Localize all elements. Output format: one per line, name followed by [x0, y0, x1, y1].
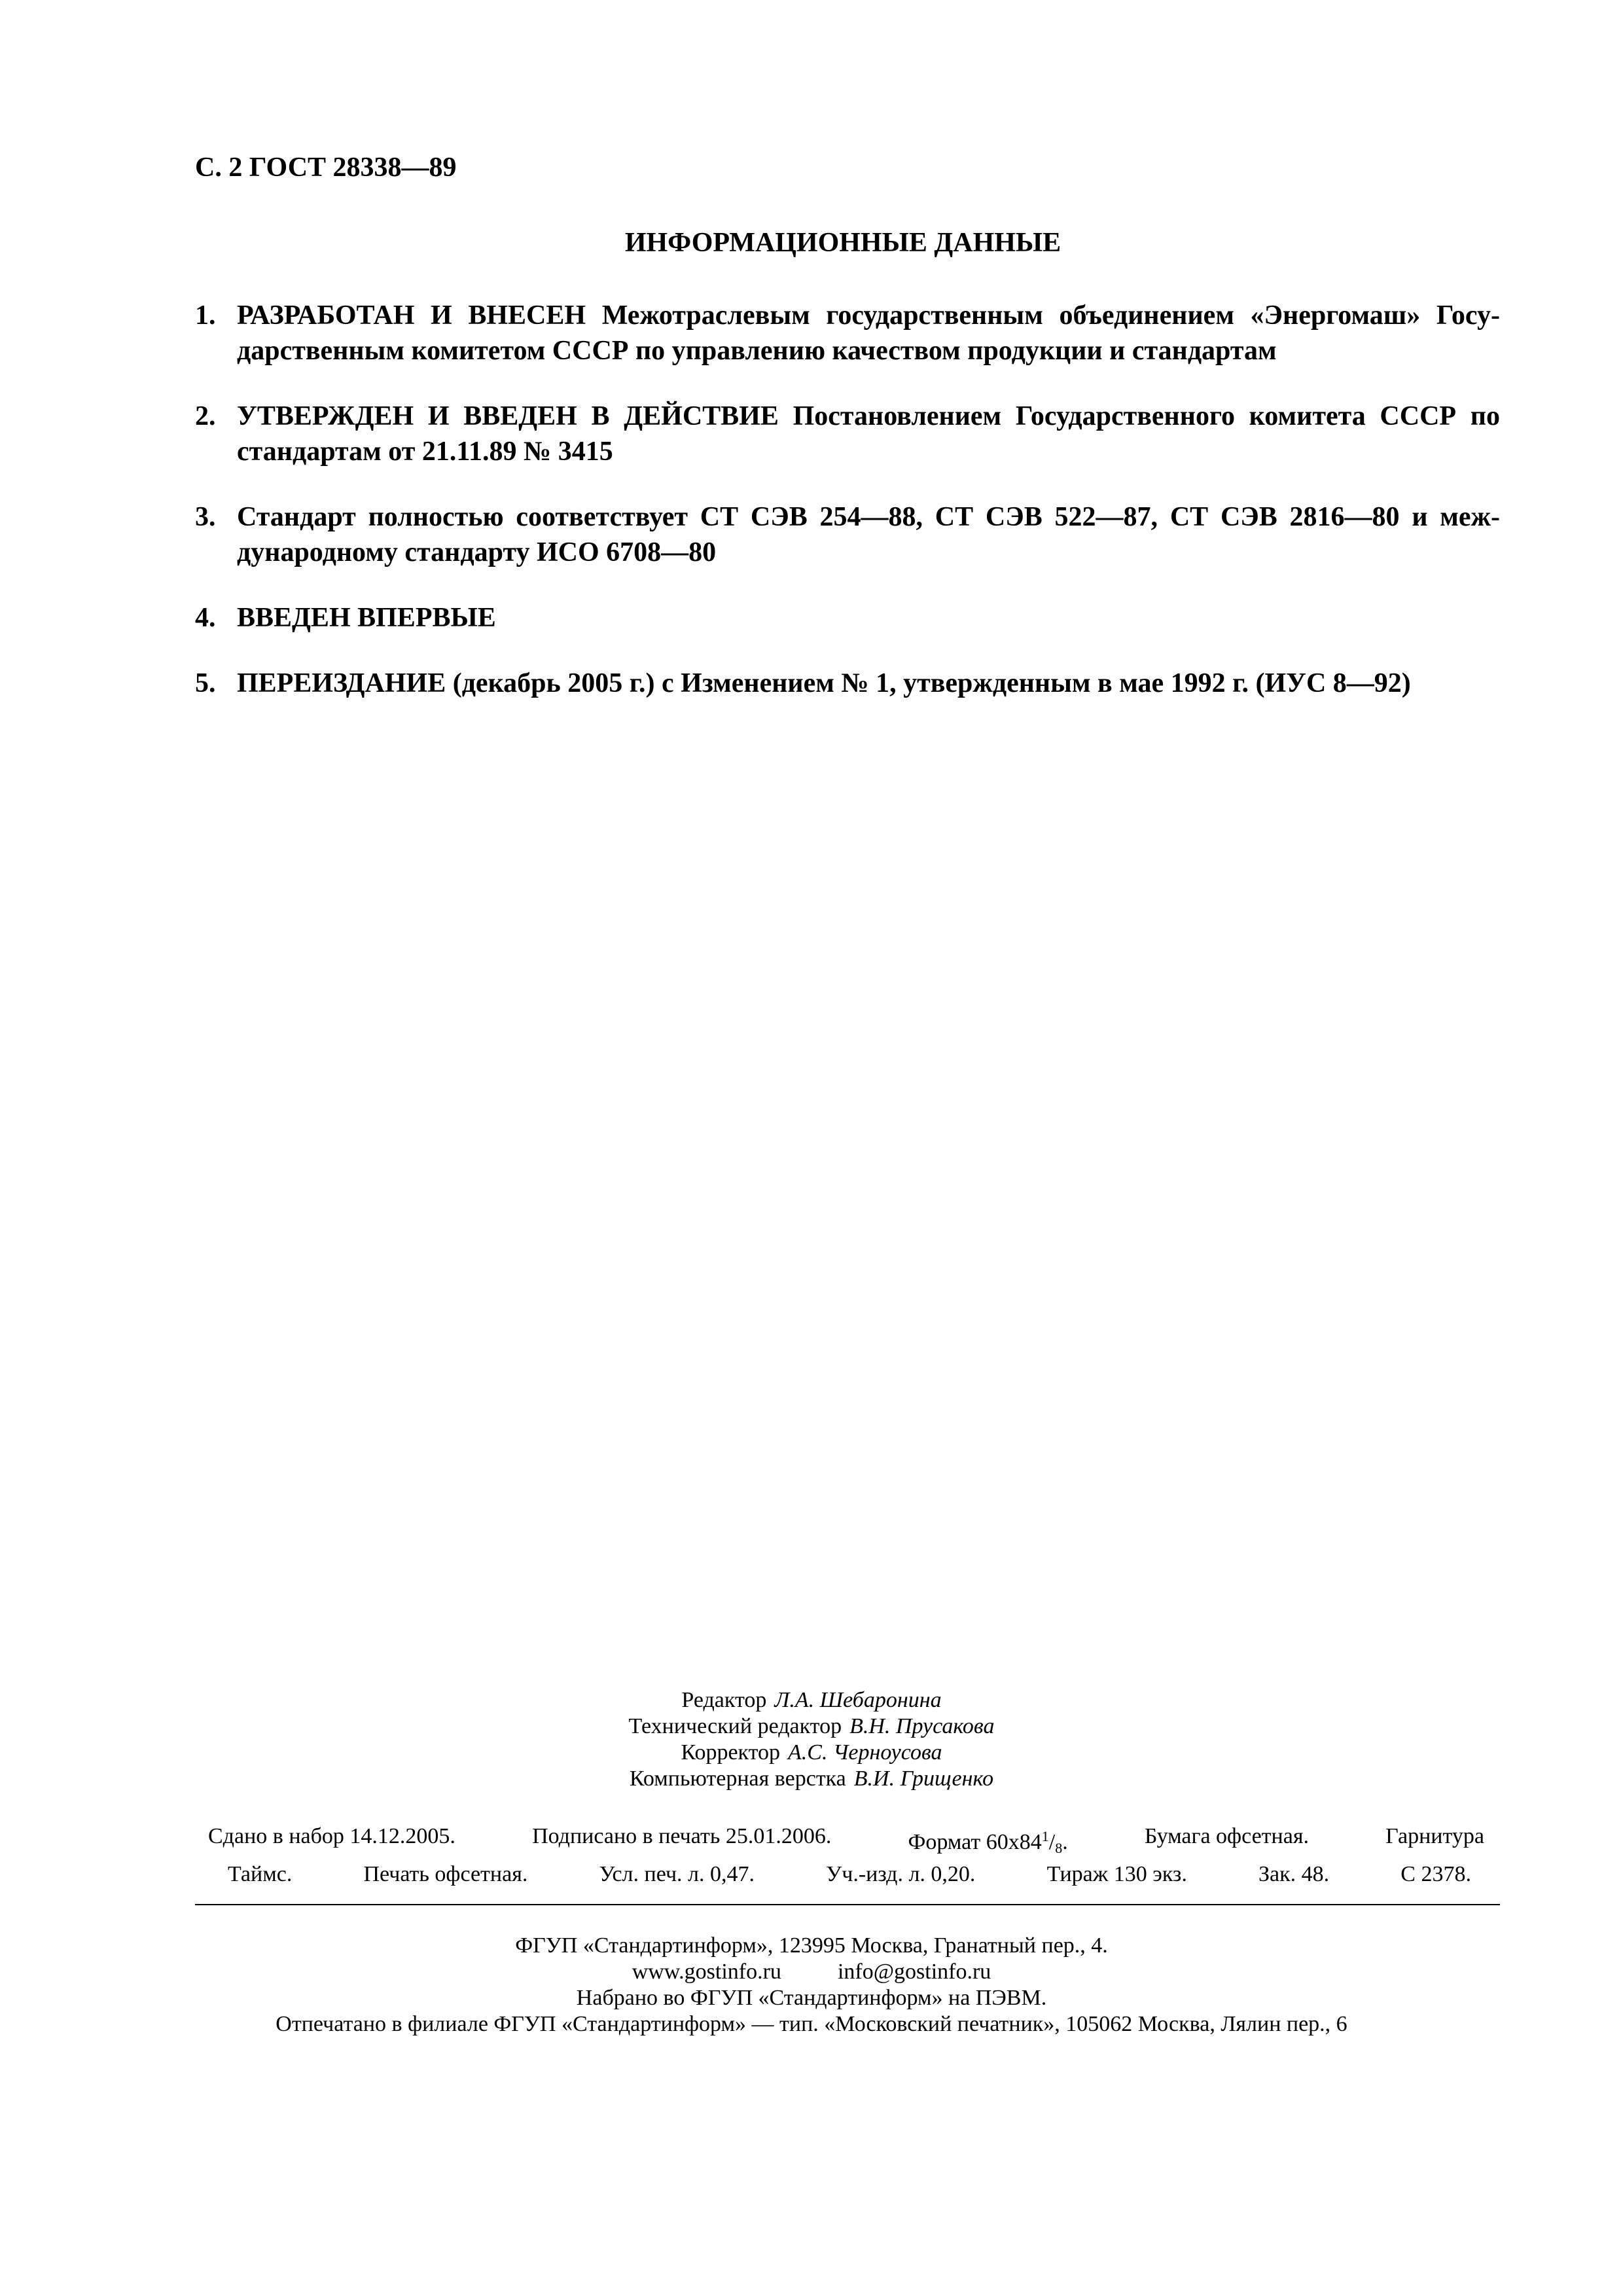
info-item-2 [195, 399, 1500, 469]
imprint-sheets: Усл. печ. л. 0,47. [599, 1862, 755, 1886]
format-suffix: . [1062, 1830, 1068, 1854]
info-item-3 [195, 499, 1500, 570]
publisher-block [0, 1933, 1623, 2037]
item-text-line: дарственным комитетом СССР по управлению качеством продукции и стандартам [237, 336, 1277, 366]
imprint-row [208, 1861, 1484, 1888]
format-denominator: 8 [1055, 1840, 1063, 1856]
imprint-submitted: Сдано в набор 14.12.2005. [208, 1824, 455, 1848]
info-items-list [195, 298, 1500, 731]
page-header: С. 2 ГОСТ 28338—89 [195, 152, 457, 183]
credit-technical-editor [0, 1713, 1623, 1740]
publisher-website: www.gostinfo.ru [632, 1960, 781, 1984]
credit-role: Технический редактор [628, 1714, 842, 1738]
credit-editor [0, 1687, 1623, 1713]
publisher-printing-note: Отпечатано в филиале ФГУП «Стандартинформ» — тип. «Московский печатник», 105062 Москва, Лялин пер., 6 [276, 2012, 1347, 2036]
item-text-line: Стандарт полностью соответствует СТ СЭВ 254—88, СТ СЭВ 522—87, СТ СЭВ 2816—80 и меж- [237, 502, 1500, 532]
publisher-contacts [0, 1959, 1623, 1985]
item-text-line: РАЗРАБОТАН И ВНЕСЕН Межотраслевым государственным объединением «Энергомаш» Госу- [237, 300, 1500, 331]
imprint-pub-sheets: Уч.-изд. л. 0,20. [826, 1862, 976, 1886]
item-number: 1. [195, 300, 216, 331]
imprint-row [208, 1823, 1484, 1861]
credit-person: В.И. Грищенко [853, 1767, 994, 1791]
credit-person: В.Н. Прусакова [849, 1714, 995, 1738]
item-text-line: ВВЕДЕН ВПЕРВЫЕ [237, 603, 496, 633]
imprint-order: Зак. 48. [1258, 1862, 1330, 1886]
publisher-email: info@gostinfo.ru [837, 1960, 991, 1984]
item-text-line: ПЕРЕИЗДАНИЕ (декабрь 2005 г.) с Изменением № 1, утвержденным в мае 1992 г. (ИУС 8—92) [237, 668, 1411, 698]
format-prefix: Формат 60x84 [908, 1830, 1042, 1854]
item-text-line: стандартам от 21.11.89 № 3415 [237, 437, 613, 467]
credit-person: А.С. Черноусова [788, 1740, 942, 1765]
item-text-line: дународному стандарту ИСО 6708—80 [237, 537, 717, 567]
info-item-4 [195, 600, 1500, 636]
publisher-address: ФГУП «Стандартинформ», 123995 Москва, Гранатный пер., 4. [515, 1933, 1108, 1958]
imprint-print-run: Тираж 130 экз. [1046, 1862, 1187, 1886]
imprint-code: С 2378. [1400, 1862, 1471, 1886]
item-text-line: УТВЕРЖДЕН И ВВЕДЕН В ДЕЙСТВИЕ Постановлением Государственного комитета СССР по [237, 401, 1500, 431]
imprint-typeface: Таймс. [228, 1862, 293, 1886]
item-number: 4. [195, 603, 216, 633]
item-number: 2. [195, 401, 216, 431]
imprint-signed: Подписано в печать 25.01.2006. [532, 1824, 832, 1848]
item-number: 3. [195, 502, 216, 532]
imprint-typeface-label: Гарнитура [1385, 1824, 1484, 1848]
item-number: 5. [195, 668, 216, 698]
info-item-5 [195, 666, 1500, 701]
credit-role: Компьютерная верстка [629, 1767, 846, 1791]
credit-proofreader [0, 1740, 1623, 1766]
imprint-format [908, 1823, 1068, 1861]
format-slash: / [1048, 1830, 1056, 1854]
credit-role: Редактор [681, 1688, 767, 1712]
section-title: ИНФОРМАЦИОННЫЕ ДАННЫЕ [624, 228, 1061, 258]
credit-person: Л.А. Шебаронина [774, 1688, 942, 1712]
credit-role: Корректор [681, 1740, 781, 1765]
imprint-block [208, 1823, 1484, 1888]
divider [195, 1904, 1500, 1905]
credits-block [0, 1687, 1623, 1792]
publisher-typeset-note: Набрано во ФГУП «Стандартинформ» на ПЭВМ. [576, 1986, 1047, 2010]
format-numerator: 1 [1041, 1828, 1049, 1844]
info-item-1 [195, 298, 1500, 368]
imprint-printing: Печать офсетная. [363, 1862, 528, 1886]
imprint-paper: Бумага офсетная. [1144, 1824, 1309, 1848]
credit-layout [0, 1766, 1623, 1792]
